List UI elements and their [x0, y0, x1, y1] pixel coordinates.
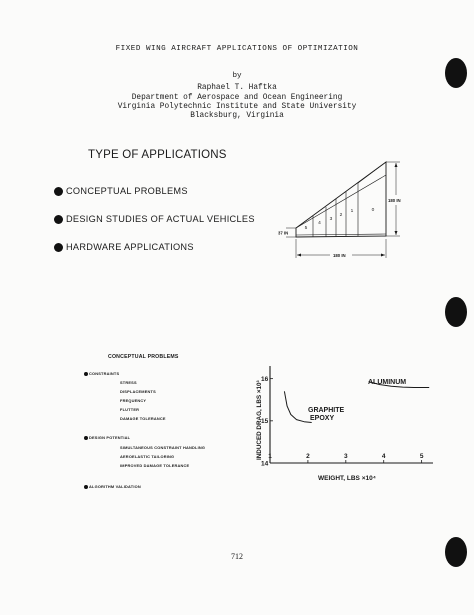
- list-item: DAMAGE TOLERANCE: [120, 416, 166, 421]
- bullet-text: CONCEPTUAL PROBLEMS: [66, 186, 188, 196]
- wing-front-spar: [296, 175, 386, 228]
- bullet-dot-icon: [84, 436, 88, 440]
- group-label: CONSTRAINTS: [84, 371, 119, 376]
- wing-box-diagram: [278, 155, 418, 270]
- series-label-aluminum: ALUMINUM: [368, 379, 407, 386]
- drag-weight-chart: [248, 358, 448, 488]
- arrow-head-icon: [381, 254, 385, 257]
- list-item: DISPLACEMENTS: [120, 389, 156, 394]
- x-tick-label: 1: [268, 453, 272, 460]
- x-axis-label: WEIGHT, LBS ×10⁴: [318, 475, 376, 482]
- list-item: IMPROVED DAMAGE TOLERANCE: [120, 463, 190, 468]
- bullet-text: HARDWARE APPLICATIONS: [66, 242, 194, 252]
- list-item: STRESS: [120, 380, 137, 385]
- bullet-item: [54, 242, 194, 252]
- punch-hole: [445, 297, 467, 327]
- arrow-head-icon: [395, 231, 398, 235]
- bullet-dot-icon: [84, 372, 88, 376]
- bullet-item: [54, 186, 188, 196]
- series-label-graphite: GRAPHITE: [308, 407, 345, 414]
- x-tick-label: 4: [381, 453, 386, 460]
- arrow-head-icon: [297, 254, 301, 257]
- author-name: Raphael T. Haftka: [197, 84, 277, 92]
- bullet-dot-icon: [84, 485, 88, 489]
- series-label-epoxy: EPOXY: [310, 415, 335, 422]
- y-tick-label: 15: [261, 418, 269, 426]
- byline: by: [232, 72, 242, 80]
- panel-number: 0: [371, 208, 375, 213]
- author-department: Department of Aerospace and Ocean Engineering: [131, 94, 343, 102]
- root-line: [358, 162, 386, 183]
- y-axis-label: INDUCED DRAG, LBS ×10³: [256, 380, 263, 460]
- bullet-text: DESIGN STUDIES OF ACTUAL VEHICLES: [66, 214, 255, 224]
- arrow-head-icon: [395, 163, 398, 167]
- bullet-dot-icon: [54, 243, 63, 252]
- page-number: 712: [231, 552, 243, 561]
- conceptual-problems-title: CONCEPTUAL PROBLEMS: [108, 354, 179, 360]
- author-institution: Virginia Polytechnic Institute and State University: [117, 103, 357, 111]
- section-title: TYPE OF APPLICATIONS: [88, 149, 227, 161]
- panel-number: 3: [329, 217, 333, 222]
- bullet-item: [54, 214, 255, 224]
- y-tick-label: 14: [261, 460, 269, 468]
- group-label: DESIGN POTENTIAL: [84, 435, 130, 440]
- list-item: FLUTTER: [120, 407, 140, 412]
- panel-number: 1: [350, 209, 354, 214]
- author-location: Blacksburg, Virginia: [190, 112, 284, 120]
- list-item: AEROELASTIC TAILORING: [120, 454, 175, 459]
- span-label: 180 IN: [333, 253, 346, 258]
- list-item: FREQUENCY: [120, 398, 147, 403]
- x-tick-label: 3: [344, 453, 348, 460]
- bullet-dot-icon: [54, 187, 63, 196]
- bullet-dot-icon: [54, 215, 63, 224]
- root-chord-label: 180 IN: [388, 198, 401, 203]
- list-item: SIMULTANEOUS CONSTRAINT HANDLING: [120, 445, 206, 450]
- panel-number: 5: [304, 226, 308, 231]
- wing-outline: [296, 162, 386, 237]
- y-tick-label: 16: [261, 375, 269, 383]
- wing-rear-spar: [296, 234, 386, 235]
- panel-number: 4: [318, 221, 321, 226]
- x-tick-label: 2: [306, 453, 310, 460]
- paper-title: FIXED WING AIRCRAFT APPLICATIONS OF OPTIMIZATION: [115, 45, 359, 53]
- panel-number: 2: [339, 213, 343, 218]
- x-tick-label: 5: [419, 453, 424, 460]
- tip-chord-label: 37 IN: [278, 230, 289, 236]
- group-label: ALGORITHM VALIDATION: [84, 484, 141, 489]
